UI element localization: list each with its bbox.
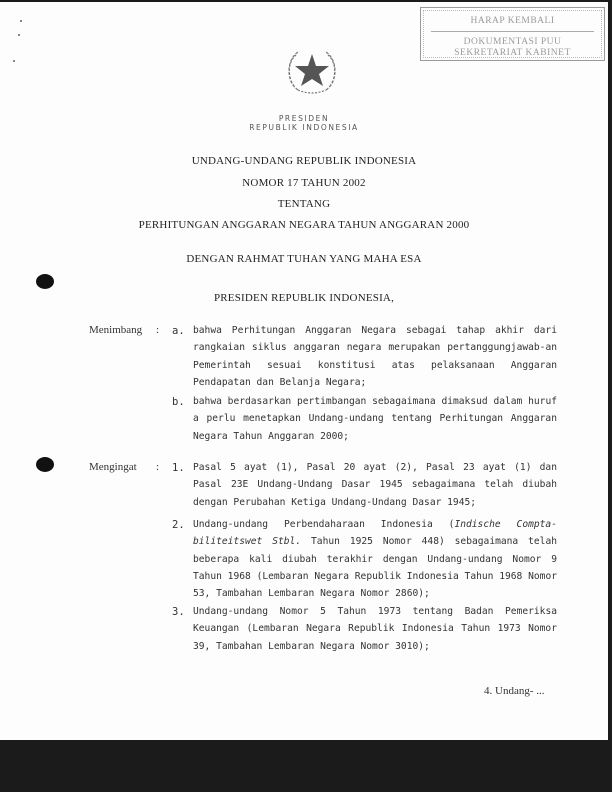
title-law-type: UNDANG-UNDANG REPUBLIK INDONESIA xyxy=(191,155,417,167)
item-marker: 3. xyxy=(172,606,185,618)
page-continuation-marker: 4. Undang- ... xyxy=(484,685,545,697)
title-about: TENTANG xyxy=(277,198,331,210)
issuer-caption-line1: PRESIDEN xyxy=(278,114,330,123)
preamble-authority: PRESIDEN REPUBLIK INDONESIA, xyxy=(213,292,395,304)
scan-speck xyxy=(18,34,20,36)
item-marker: 1. xyxy=(172,462,185,474)
legal-basis-2-text-after: Tahun 1925 Nomor 448) sebagaimana telah beberapa kali diubah terakhir dengan Undang-undang Nomor 9 Tahun 1968 (Lembaran Negara Republik Indonesia Tahun 1968 Nomor 53, Tambahan Lembaran Negara Nomor 2860); xyxy=(193,536,557,600)
stamp-line-secretariat: SEKRETARIAT KABINET xyxy=(454,48,571,58)
garuda-star-emblem-icon xyxy=(284,46,340,96)
section-label-colon: : xyxy=(156,461,160,473)
issuer-caption-line2: REPUBLIK INDONESIA xyxy=(249,123,359,132)
item-marker: 2. xyxy=(172,519,185,531)
legal-basis-2-italic-title: Indische Compta-biliteitswet Stbl. xyxy=(193,519,557,548)
preamble-blessing: DENGAN RAHMAT TUHAN YANG MAHA ESA xyxy=(186,253,422,265)
legal-basis-1: Pasal 5 ayat (1), Pasal 20 ayat (2), Pasal 23 ayat (1) dan Pasal 23E Undang-Undang Dasar 1945 sebagaimana telah diubah dengan Perubahan Ketiga Undang-Undang Dasar 1945; xyxy=(193,462,557,508)
title-number-year: NOMOR 17 TAHUN 2002 xyxy=(242,177,366,189)
section-label-menimbang: Menimbang xyxy=(89,324,143,336)
issuer-caption xyxy=(0,114,608,132)
document-page xyxy=(0,2,608,740)
scan-speck xyxy=(13,60,15,62)
consideration-a: bahwa Perhitungan Anggaran Negara sebagai tahap akhir dari rangkaian siklus anggaran negara merupakan pertanggungjawab-an Pemerintah sesuai konstitusi atas pelaksanaan Anggaran Pendapatan dan Belanja Negara; xyxy=(193,325,557,388)
legal-basis-2 xyxy=(193,516,557,602)
legal-basis-3: Undang-undang Nomor 5 Tahun 1973 tentang Badan Pemeriksa Keuangan (Lembaran Negara Republik Indonesia Tahun 1973 Nomor 39, Tambahan Lembaran Negara Nomor 3010); xyxy=(193,606,557,652)
archive-stamp xyxy=(420,7,605,61)
item-marker: a. xyxy=(172,325,185,337)
section-label-mengingat: Mengingat xyxy=(89,461,137,473)
scan-speck xyxy=(20,20,22,22)
item-marker: b. xyxy=(172,396,185,408)
legal-basis-2-text-before: Undang-undang Perbendaharaan Indonesia ( xyxy=(193,519,455,530)
consideration-b: bahwa berdasarkan pertimbangan sebagaimana dimaksud dalam huruf a perlu menetapkan Undang-undang tentang Perhitungan Anggaran Negara Tahun Anggaran 2000; xyxy=(193,396,557,442)
title-subject: PERHITUNGAN ANGGARAN NEGARA TAHUN ANGGARAN 2000 xyxy=(138,219,470,231)
punch-hole xyxy=(36,274,54,289)
punch-hole xyxy=(36,457,54,472)
section-label-colon: : xyxy=(156,324,160,336)
stamp-line-return: HARAP KEMBALI xyxy=(431,16,594,32)
stamp-line-documentation: DOKUMENTASI PUU xyxy=(463,37,562,47)
